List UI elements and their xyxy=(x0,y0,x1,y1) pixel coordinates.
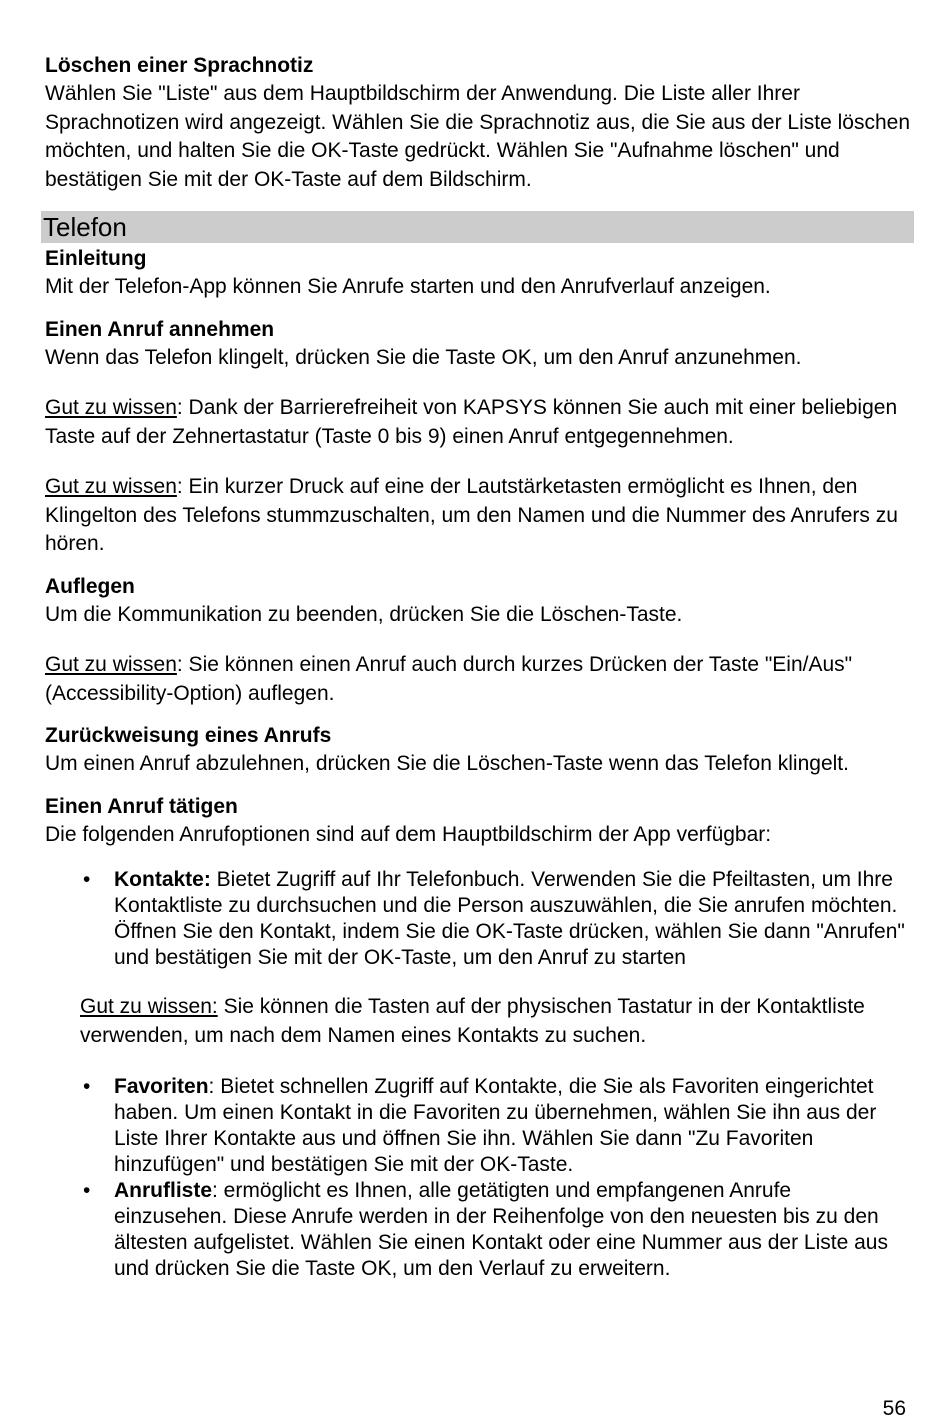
intro-text: Mit der Telefon-App können Sie Anrufe starten und den Anrufverlauf anzeigen. xyxy=(45,275,771,298)
make-call-text: Die folgenden Anrufoptionen sind auf dem Hauptbildschirm der App verfügbar: xyxy=(45,822,772,846)
tip-mute-ringtone xyxy=(45,473,910,559)
hangup-text: Um die Kommunikation zu beenden, drücken Sie die Löschen-Taste. xyxy=(45,602,683,626)
intro-heading: Einleitung xyxy=(45,247,147,270)
list-item-favorites xyxy=(45,1074,910,1178)
reject-heading: Zurückweisung eines Anrufs xyxy=(45,724,332,747)
tip-label: Gut zu wissen: xyxy=(80,995,218,1018)
favorites-description: : Bietet schnellen Zugriff auf Kontakte, die Sie als Favoriten eingerichtet haben. Um einen Kontakt in die Favoriten zu übernehmen, wählen Sie ihn aus der Liste Ihrer Kontakte aus und öffnen Sie ihn. Wählen Sie dann "Zu Favoriten hinzufügen" und bestätigen Sie mit der OK-Taste. xyxy=(114,1075,877,1176)
tip-text: : Ein kurzer Druck auf eine der Lautstärketasten ermöglicht es Ihnen, den Klingelton des Telefons stummzuschalten, um den Namen und die Nummer des Anrufers zu hören. xyxy=(45,475,898,555)
tip-label: Gut zu wissen xyxy=(45,396,177,419)
tip-keyboard-search xyxy=(45,993,910,1050)
delete-note-text: Wählen Sie "Liste" aus dem Hauptbildschirm der Anwendung. Die Liste aller Ihrer Sprachnotizen wird angezeigt. Wählen Sie die Sprachnotiz aus, die Sie aus der Liste löschen möchten, und halten Sie die OK-Taste gedrückt. Wählen Sie "Aufnahme löschen" und bestätigen Sie mit der OK-Taste auf dem Bildschirm. xyxy=(45,82,911,191)
list-item-contacts xyxy=(45,867,910,971)
bullet-icon: • xyxy=(83,1179,91,1202)
contacts-description: Bietet Zugriff auf Ihr Telefonbuch. Verwenden Sie die Pfeiltasten, um Ihre Kontaktliste zu durchsuchen und die Person auszuwählen, die Sie anrufen möchten. Öffnen Sie den Kontakt, indem Sie die OK-Taste drücken, wählen Sie dann "Anrufen" und bestätigen Sie mit der OK-Taste, um den Anruf zu starten xyxy=(114,868,905,969)
tip-text: : Sie können einen Anruf auch durch kurzes Drücken der Taste "Ein/Aus" (Accessibility-Option) auflegen. xyxy=(45,653,853,705)
term-contacts: Kontakte: xyxy=(114,868,211,891)
answer-heading: Einen Anruf annehmen xyxy=(45,317,275,341)
calllog-description: : ermöglicht es Ihnen, alle getätigten und empfangenen Anrufe einzusehen. Diese Anrufe werden in der Reihenfolge von den neuesten bis zu den ältesten aufgelistet. Wählen Sie einen Kontakt oder eine Nummer aus der Liste aus und drücken Sie die Taste OK, um den Verlauf zu erweitern. xyxy=(114,1179,888,1280)
tip-label: Gut zu wissen xyxy=(45,475,177,498)
tip-text: Sie können die Tasten auf der physischen Tastatur in der Kontaktliste verwenden, um nach dem Namen eines Kontakts zu suchen. xyxy=(80,995,865,1047)
tip-label: Gut zu wissen xyxy=(45,653,177,676)
bullet-icon: • xyxy=(83,1075,91,1098)
call-options-list-2 xyxy=(45,1074,910,1282)
delete-note-heading: Löschen einer Sprachnotiz xyxy=(45,54,314,77)
reject-text: Um einen Anruf abzulehnen, drücken Sie die Löschen-Taste wenn das Telefon klingelt. xyxy=(45,752,849,775)
term-favorites: Favoriten xyxy=(114,1075,209,1098)
tip-answer-any-key xyxy=(45,394,910,451)
section-title-telefon: Telefon xyxy=(41,211,914,243)
call-options-list xyxy=(45,867,910,971)
hangup-heading: Auflegen xyxy=(45,574,135,598)
answer-text: Wenn das Telefon klingelt, drücken Sie die Taste OK, um den Anruf anzunehmen. xyxy=(45,345,802,369)
make-call-heading: Einen Anruf tätigen xyxy=(45,794,238,818)
list-item-calllog xyxy=(45,1178,910,1282)
bullet-icon: • xyxy=(83,868,91,891)
tip-text: : Dank der Barrierefreiheit von KAPSYS können Sie auch mit einer beliebigen Taste auf der Zehnertastatur (Taste 0 bis 9) einen Anruf entgegennehmen. xyxy=(45,396,898,448)
page-number: 56 xyxy=(882,1397,906,1420)
term-calllog: Anrufliste xyxy=(114,1179,213,1202)
tip-hangup-power xyxy=(45,651,910,708)
page-content xyxy=(45,52,910,1282)
